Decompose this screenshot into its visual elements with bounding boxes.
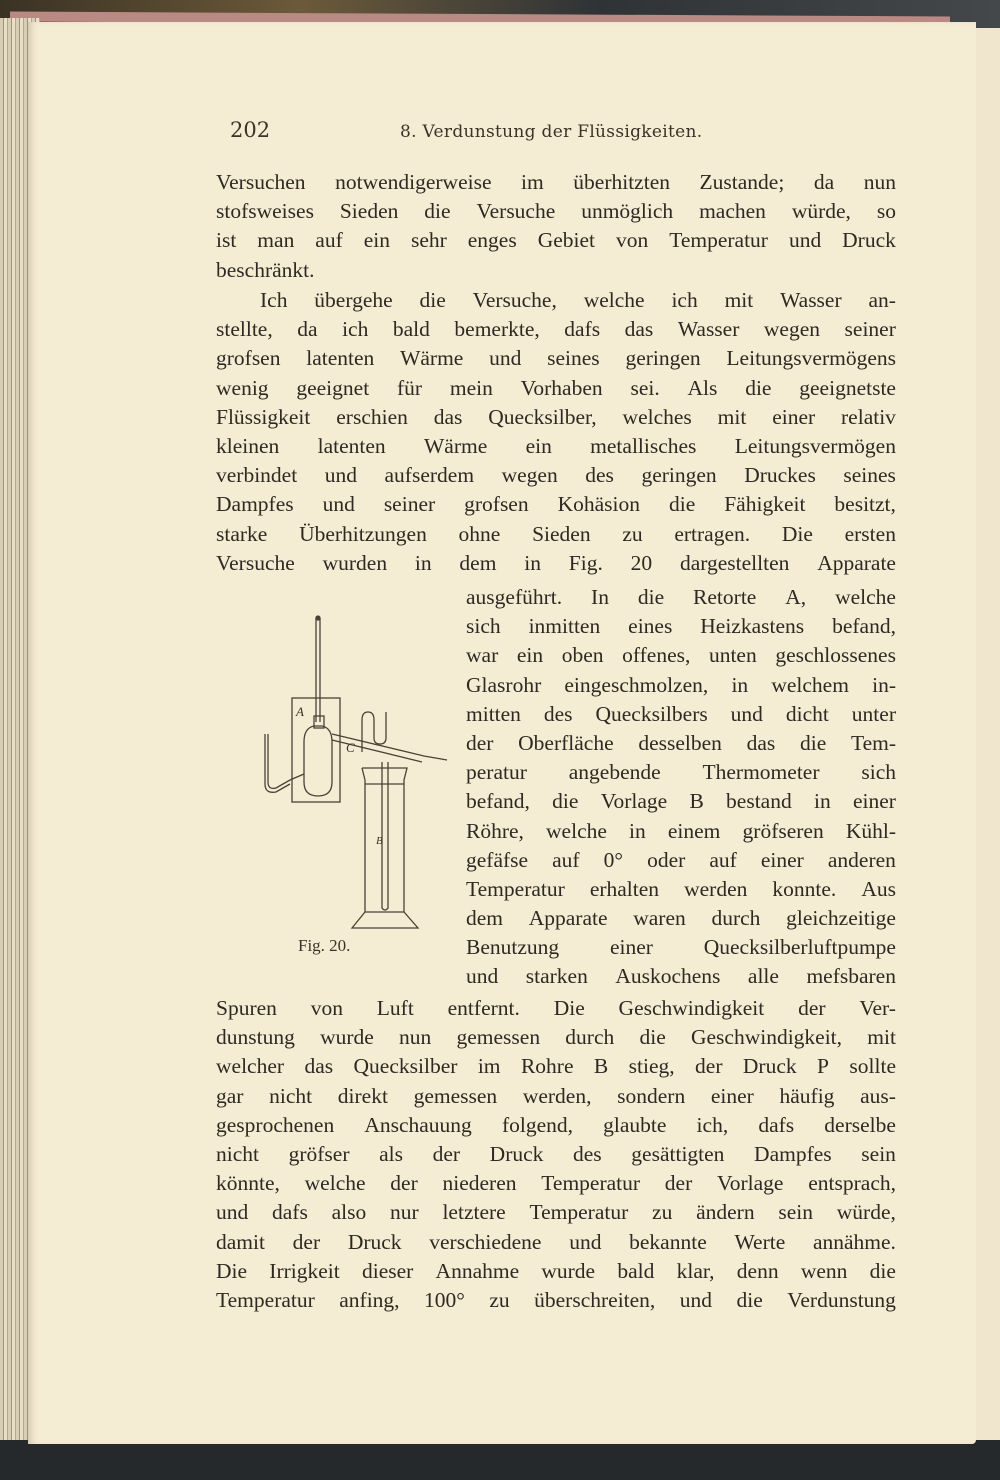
paragraph-2-beside-figure [466, 583, 896, 992]
text-line: stofsweises Sieden die Versuche unmöglich machen würde, so [216, 199, 896, 224]
paragraph-2-continued [216, 994, 896, 1315]
retort-a [304, 726, 332, 796]
text-line: Benutzung einer Quecksilberluftpumpe [466, 935, 896, 960]
text-line: Spuren von Luft entfernt. Die Geschwindigkeit der Ver- [216, 996, 896, 1020]
text-line: Flüssigkeit erschien das Quecksilber, welches mit einer relativ [216, 404, 896, 429]
text-line: Versuche wurden in dem in Fig. 20 dargestellten Apparate [216, 550, 896, 575]
text-line: stellte, da ich bald bemerkte, dafs das Wasser wegen seiner [216, 317, 896, 342]
text-line: dem Apparate waren durch gleichzeitige [466, 906, 896, 931]
running-head: 8. Verdunstung der Flüssigkeiten. [400, 122, 703, 142]
paragraph-2 [216, 286, 896, 578]
text-line: damit der Druck verschiedene und bekannte Werte annähme. [216, 1229, 896, 1254]
text-line: der Oberfläche desselben das die Tem- [466, 730, 896, 755]
label-a: A [296, 704, 304, 719]
text-line: befand, die Vorlage B bestand in einer [466, 789, 896, 814]
text-line: ist man auf ein sehr enges Gebiet von Temperatur und Druck [216, 228, 896, 253]
text-line: und starken Auskochens alle mefsbaren [466, 964, 896, 989]
text-line: ausgeführt. In die Retorte A, welche [466, 585, 896, 609]
text-line: dunstung wurde nun gemessen durch die Geschwindigkeit, mit [216, 1025, 896, 1050]
text-line: Dampfes und seiner grofsen Kohäsion die Fähigkeit besitzt, [216, 492, 896, 517]
book-cover-bottom [0, 1440, 1000, 1480]
text-line: Temperatur anfing, 100° zu überschreiten, und die Verdunstung [216, 1287, 896, 1312]
text-line: gefäfse auf 0° oder auf einer anderen [466, 847, 896, 872]
text-line: welcher das Quecksilber im Rohre B stieg, der Druck P sollte [216, 1054, 896, 1079]
paragraph-1 [216, 168, 896, 285]
figure-20-apparatus [252, 612, 452, 932]
text-line: starke Überhitzungen ohne Sieden zu ertragen. Die ersten [216, 521, 896, 546]
text-line: könnte, welche der niederen Temperatur der Vorlage entsprach, [216, 1171, 896, 1196]
text-line: kleinen latenten Wärme ein metallisches Leitungsvermögen [216, 433, 896, 458]
cooling-vessel [362, 768, 407, 912]
text-line: verbindet und aufserdem wegen des geringen Druckes seines [216, 463, 896, 488]
text-line: nicht gröfser als der Druck des gesättigten Dampfes sein [216, 1141, 896, 1166]
text-line: sich inmitten eines Heizkastens befand, [466, 614, 896, 639]
text-line: Röhre, welche in einem gröfseren Kühl- [466, 818, 896, 843]
text-line: Die Irrigkeit dieser Annahme wurde bald klar, denn wenn die [216, 1258, 896, 1283]
text-line: Ich übergehe die Versuche, welche ich mit Wasser an- [260, 288, 896, 312]
page-stack-right [972, 28, 1000, 1440]
text-line: gar nicht direkt gemessen werden, sondern einer häufig aus- [216, 1083, 896, 1108]
text-line: gesprochenen Anschauung folgend, glaubte ich, dafs derselbe [216, 1112, 896, 1137]
text-line: Temperatur erhalten werden konnte. Aus [466, 876, 896, 901]
text-line: Glasrohr eingeschmolzen, in welchem in- [466, 672, 896, 697]
text-line: mitten des Quecksilbers und dicht unter [466, 701, 896, 726]
text-line: beschränkt. [216, 257, 315, 282]
text-line: Versuchen notwendigerweise im überhitzten Zustande; da nun [216, 170, 896, 194]
label-c: C [346, 740, 355, 755]
text-line: wenig geeignet für mein Vorhaben sei. Als die geeignetste [216, 375, 896, 400]
text-line: peratur angebende Thermometer sich [466, 760, 896, 785]
label-b: B [376, 835, 383, 847]
figure-caption: Fig. 20. [298, 936, 351, 955]
text-line: grofsen latenten Wärme und seines geringen Leitungsvermögens [216, 346, 896, 371]
text-line: war ein oben offenes, unten geschlossenes [466, 643, 896, 668]
page-number: 202 [230, 118, 271, 142]
text-line: und dafs also nur letztere Temperatur zu ändern sein würde, [216, 1200, 896, 1225]
